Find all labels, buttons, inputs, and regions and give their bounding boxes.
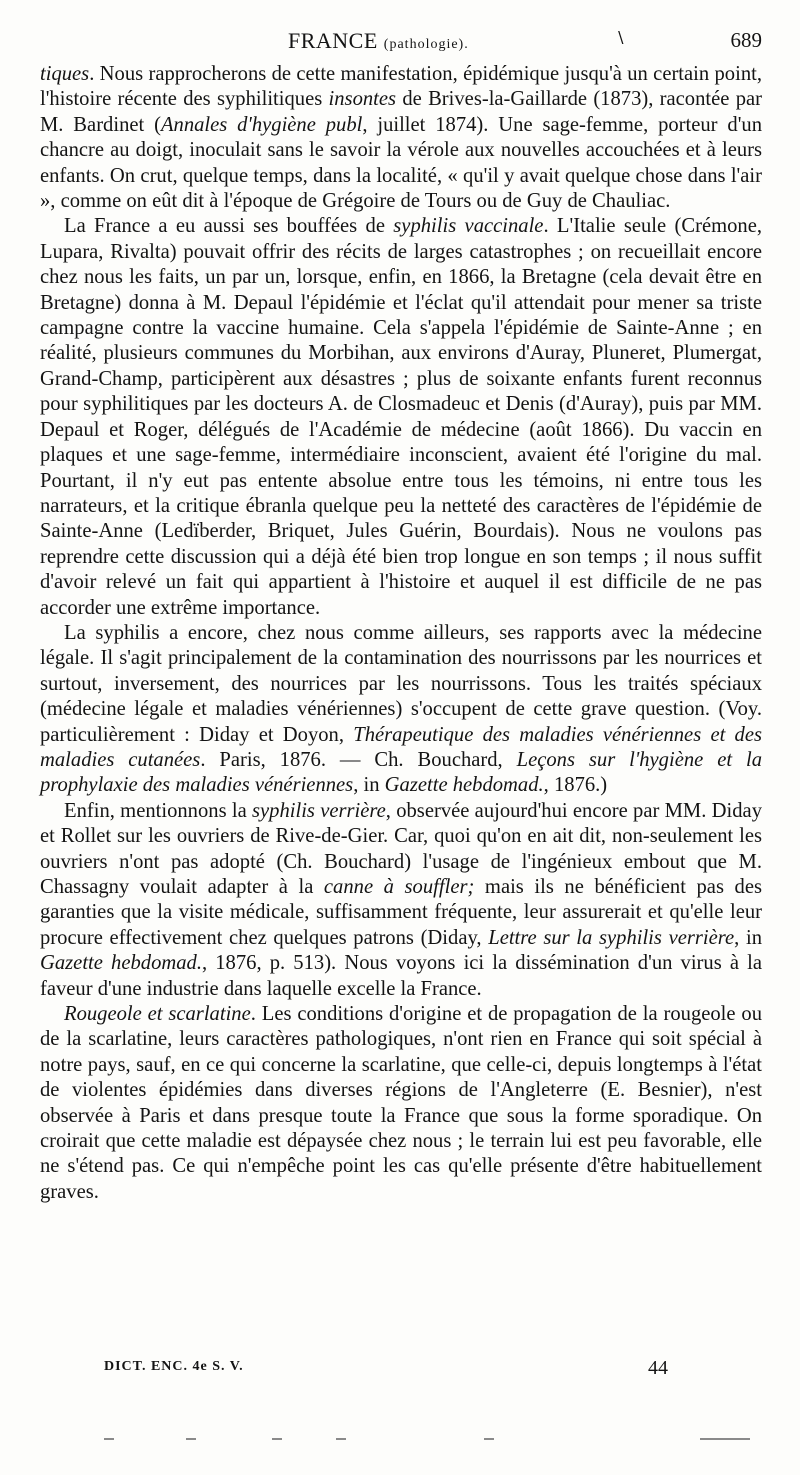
text-run: , in: [734, 926, 762, 949]
italic-run: Gazette hebdomad.: [40, 952, 202, 975]
page-number: 689: [730, 28, 762, 52]
italic-run: tiques: [40, 63, 90, 85]
italic-run: Gazette hebdomad.: [384, 774, 544, 797]
text-run: . Les conditions d'origine et de propagation de la rougeole ou de la scarlatine, leurs caractères pathologiques, n'ont rien en France qui soit spécial à notre pays, sauf, en ce qui concerne la scarlatine, que celle-ci, depuis longtemps à l'état de violentes épidémies dans diverses régions de l'Angleterre (E. Besnier), n'est observée à Paris et dans presque toute la France que sous la forme sporadique. On croirait que cette maladie est dépaysée chez nous ; le terrain lui est peu favorable, elle ne s'étend pas. Ce qui n'empêche point les cas qu'elle présente d'être habituellement graves.: [40, 1003, 762, 1203]
running-header: [40, 26, 762, 62]
italic-run: syphilis vaccinale: [393, 215, 544, 238]
italic-run: Lettre sur la syphilis verrière: [488, 926, 735, 949]
text-run: Enfin, mentionnons la: [64, 799, 252, 822]
running-title-subject: (pathologie).: [383, 37, 469, 52]
running-title: [288, 28, 469, 54]
italic-run: insontes: [328, 88, 397, 111]
italic-run: Rougeole et scarlatine: [64, 1003, 251, 1026]
text-run: , in: [353, 774, 385, 797]
paragraph: [40, 621, 762, 799]
italic-run: canne à souffler;: [323, 876, 475, 898]
text-run: . Nous rapprocherons de cette manifestation, épidémique jusqu'à un certain point, l'histoire récente des syphilitiques: [40, 63, 762, 111]
text-run: , juillet 1874). Une sage-femme, porteur d'un chancre au doigt, inoculait sans le savoir la vérole aux nouvelles accouchées et à leurs enfants. On crut, quelque temps, dans la localité, « qu'il y avait quelque chose dans l'air », comme on eût dit à l'époque de Grégoire de Tours ou de Guy de Chauliac.: [40, 113, 762, 213]
sheet-number: 44: [648, 1357, 668, 1379]
italic-run: syphilis verrière: [252, 799, 386, 822]
printer-signature: DICT. ENC. 4e S. V.: [104, 1359, 244, 1374]
paragraph: [40, 62, 762, 214]
page-content: [40, 26, 762, 1205]
paragraph: [40, 1002, 762, 1205]
running-title-main: FRANCE: [288, 28, 378, 53]
text-run: , 1876.): [543, 774, 608, 797]
italic-run: Thérapeutique des maladies vénériennes et des maladies cutanées: [40, 723, 762, 771]
italic-run: Annales d'hygiène publ: [160, 113, 363, 136]
text-run: La France a eu aussi ses bouffées de: [64, 215, 394, 238]
text-run: . L'Italie seule (Crémone, Lupara, Rivalta) pouvait offrir des récits de larges catastrophes ; on recueillait encore chez nous les faits, un par un, lorsque, enfin, en 1866, la Bretagne (cela devait être en Bretagne) donna à M. Depaul l'épidémie et l'éclat qu'il attendait pour mener sa triste campagne contre la vaccine humaine. Cela s'appela l'épidémie de Sainte-Anne ; en réalité, plusieurs communes du Morbihan, aux environs d'Auray, Pluneret, Plumergat, Grand-Champ, participèrent aux désastres ; plus de soixante enfants furent reconnus pour syphilitiques par les docteurs A. de Closmadeuc et Denis (d'Auray), puis par MM. Depaul et Roger, délégués de l'Académie de médecine (août 1866). Du vaccin en plaques et une sage-femme, intermédiaire inconscient, avaient été l'origine du mal. Pourtant, il n'y eut pas entente absolue entre tous les témoins, ni entre tous les narrateurs, et la critique ébranla quelque peu la netteté des caractères de l'épidémie de Sainte-Anne (Ledïberder, Briquet, Jules Guérin, Bourdais). Nous ne voulons pas reprendre cette discussion qui a déjà été bien trop longue en son temps ; il nous suffit d'avoir relevé un fait qui appartient à l'histoire et auquel il est difficile de ne pas accorder une extrême importance.: [40, 215, 762, 619]
text-run: . Paris, 1876. — Ch. Bouchard,: [200, 748, 517, 771]
text-run: La syphilis a encore, chez nous comme ailleurs, ses rapports avec la médecine légale. Il s'agit principalement de la contamination des nourrissons par les nourrices et surtout, inversement, des nourrices par les nourrissons. Tous les traités spéciaux (médecine légale et maladies vénériennes) s'occupent de cette grave question. (Voy. particulièrement : Diday et Doyon,: [40, 621, 762, 746]
text-run: , observée aujourd'hui encore par MM. Diday et Rollet sur les ouvriers de Rive-de-Gier. Car, quoi qu'on en ait dit, non-seulement les ouvriers n'ont pas adopté (Ch. Bouchard) l'usage de l'ingénieux embout que M. Chassagny voulait adapter à la: [40, 799, 762, 898]
printer-mark: ∖: [615, 30, 626, 47]
body-text: [40, 62, 762, 1205]
paragraph: [40, 799, 762, 1002]
page-footer: [40, 1357, 762, 1387]
italic-run: Leçons sur l'hygiène et la prophylaxie des maladies vénériennes: [40, 748, 762, 797]
paragraph: [40, 214, 762, 621]
scan-artifact-dashes: [0, 1438, 800, 1444]
text-run: , 1876, p. 513). Nous voyons ici la dissémination d'un virus à la faveur d'une industrie dans laquelle excelle la France.: [40, 952, 762, 1000]
text-run: mais ils ne bénéficient pas des garanties que la visite médicale, suffisamment fréquente, leur assurerait et qu'elle leur procure effectivement chez quelques patrons (Diday,: [40, 876, 762, 949]
text-run: de Brives-la-Gaillarde (1873), racontée par M. Bardinet (: [40, 88, 762, 136]
